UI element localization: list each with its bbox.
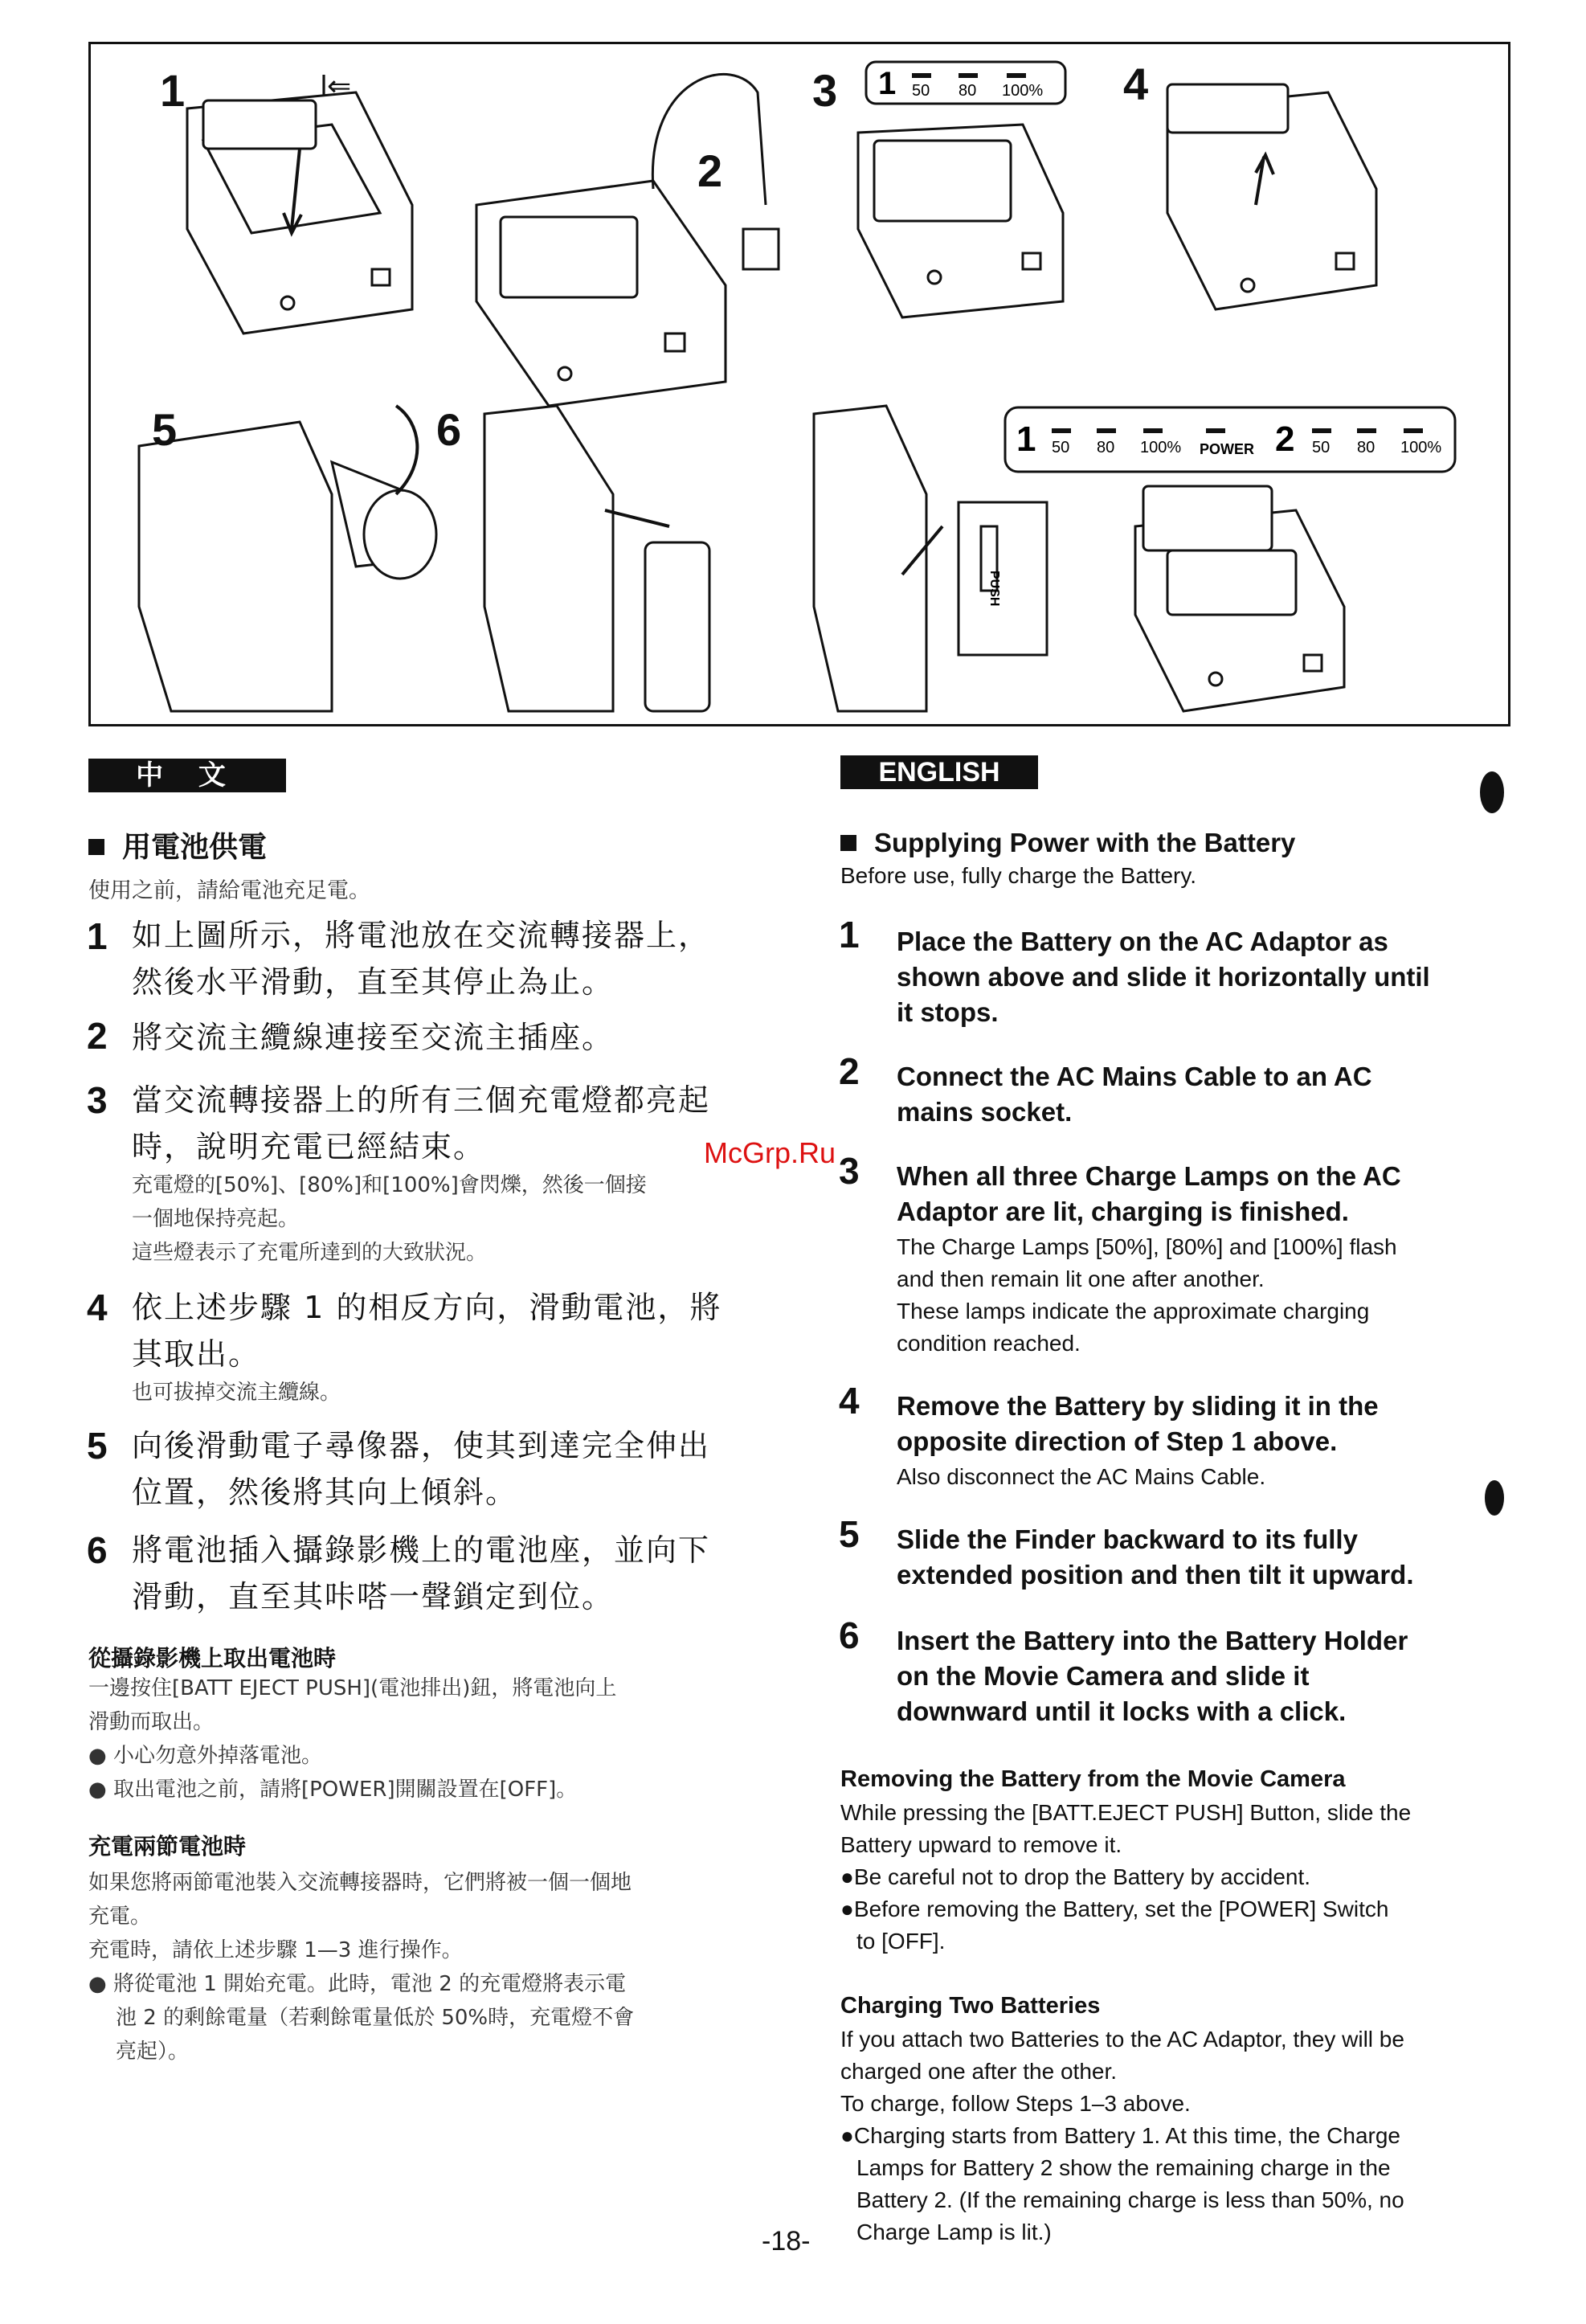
en-step-6-text: Insert the Battery into the Battery Holder on the Movie Camera and slide it downward until it locks with a click.: [897, 1626, 1408, 1726]
en-step-3-text: When all three Charge Lamps on the AC Adaptor are lit, charging is finished.: [897, 1161, 1401, 1226]
svg-text:50: 50: [1312, 439, 1331, 456]
zh-charge-two-text: 如果您將兩節電池裝入交流轉接器時，它們將被一個一個地 充電。 充電時，請依上述步驟 1—3 進行操作。 ● 將從電池 1 開始充電。此時，電池 2 的充電燈將表示電 池 2 的剩餘電量（若剩餘電量低於 50%時，充電燈不會 亮起）。: [88, 1871, 635, 2064]
en-step-3-num: 3: [839, 1150, 860, 1192]
en-charge-two-text: If you attach two Batteries to the AC Adaptor, they will be charged one after the other. To charge, follow Steps 1–3 above. ●Charging starts from Battery 1. At this time, the Charge Lamps for Battery 2 show the remaining charge in the Battery 2. (If the remaining charge is less than 50%, no Charge Lamp is lit.): [840, 2027, 1404, 2244]
zh-title: 用電池供電: [88, 824, 267, 865]
svg-text:100%: 100%: [1140, 439, 1182, 456]
push-label: PUSH: [987, 571, 1001, 607]
adaptor-step3: [858, 125, 1063, 317]
zh-remove-text: 一邊按住[BATT EJECT PUSH](電池排出)鈕，將電池向上 滑動而取出。 ● 小心勿意外掉落電池。 ● 取出電池之前，請將[POWER]開關設置在[OFF]。: [88, 1676, 617, 1802]
adaptor-step2: [476, 74, 779, 406]
zh-step-6-text: 將電池插入攝錄影機上的電池座，並向下 滑動，直至其咔嗒一聲鎖定到位。: [132, 1532, 711, 1614]
camera-step6: [484, 406, 709, 711]
lamp1-50: 50: [912, 82, 930, 100]
svg-text:POWER: POWER: [1200, 441, 1255, 457]
zh-step-4-notes: 也可拔掉交流主纜線。: [132, 1381, 341, 1405]
figure-arrow-marker: l⇐: [321, 69, 352, 102]
zh-step-3-num: 3: [87, 1079, 108, 1121]
watermark: McGrp.Ru: [704, 1136, 836, 1169]
en-charge-two-title: Charging Two Batteries: [840, 1993, 1101, 2019]
en-section-header: ENGLISH: [840, 755, 1038, 789]
adaptor-step1: [187, 92, 412, 333]
illustration-drawing: [91, 44, 1513, 729]
svg-text:80: 80: [1097, 439, 1115, 456]
zh-step-5-num: 5: [87, 1425, 108, 1467]
black-dot-bottom: [1485, 1480, 1504, 1516]
en-step-6-num: 6: [839, 1614, 860, 1656]
lamp1-80: 80: [959, 82, 977, 100]
en-step-3-notes: The Charge Lamps [50%], [80%] and [100%] flash and then remain lit one after another. These lamps indicate the approximate charging condition reached.: [897, 1234, 1397, 1356]
en-step-4-notes: Also disconnect the AC Mains Cable.: [897, 1464, 1266, 1489]
lamp1-battery: 1: [878, 66, 897, 101]
en-step-2-text: Connect the AC Mains Cable to an AC mains socket.: [897, 1062, 1372, 1127]
figure-step-5: 5: [152, 404, 178, 455]
en-intro: Before use, fully charge the Battery.: [840, 863, 1197, 888]
en-step-4-num: 4: [839, 1380, 860, 1422]
figure-step-1: 1: [160, 65, 186, 116]
en-remove-title: Removing the Battery from the Movie Camera: [840, 1766, 1346, 1792]
zh-step-1-text: 如上圖所示，將電池放在交流轉接器上， 然後水平滑動，直至其停止為止。: [132, 918, 711, 1000]
camera-step5: [139, 422, 436, 711]
en-step-2-num: 2: [839, 1050, 860, 1092]
zh-step-2-num: 2: [87, 1015, 108, 1057]
zh-step-4-text: 依上述步驟 1 的相反方向，滑動電池，將 其取出。: [132, 1290, 722, 1372]
illustration-panel: [88, 42, 1510, 726]
lamp-panel-single: [866, 62, 1065, 104]
zh-step-2-text: 將交流主纜線連接至交流主插座。: [132, 1020, 615, 1055]
svg-text:80: 80: [1357, 439, 1375, 456]
en-step-1-text: Place the Battery on the AC Adaptor as shown above and slide it horizontally until it stops.: [897, 927, 1430, 1027]
svg-text:1: 1: [1016, 419, 1036, 459]
zh-charge-two-title: 充電兩節電池時: [88, 1833, 247, 1860]
adaptor-two-batteries: [1135, 486, 1344, 711]
zh-intro: 使用之前，請給電池充足電。: [88, 878, 370, 903]
lamp1-100: 100%: [1002, 82, 1044, 100]
zh-step-4-num: 4: [87, 1287, 108, 1328]
svg-text:2: 2: [1275, 419, 1295, 459]
figure-step-4: 4: [1123, 59, 1149, 109]
en-step-5-text: Slide the Finder backward to its fully extended position and then tilt it upward.: [897, 1524, 1414, 1590]
zh-remove-title: 從攝錄影機上取出電池時: [88, 1645, 337, 1671]
zh-section-header: 中 文: [88, 759, 286, 792]
en-title: Supplying Power with the Battery: [840, 828, 1295, 858]
figure-step-6: 6: [436, 404, 462, 455]
zh-step-6-num: 6: [87, 1529, 108, 1571]
adaptor-step4: [1167, 84, 1376, 309]
zh-step-3-notes: 充電燈的[50%]、[80%]和[100%]會閃爍，然後一個接 一個地保持亮起。 這些燈表示了充電所達到的大致狀況。: [132, 1173, 647, 1265]
black-dot-top: [1480, 771, 1504, 813]
en-step-1-num: 1: [839, 914, 860, 955]
figure-step-2: 2: [697, 145, 723, 196]
zh-step-1-num: 1: [87, 915, 108, 957]
svg-text:100%: 100%: [1400, 439, 1442, 456]
figure-step-3: 3: [812, 65, 838, 116]
svg-text:50: 50: [1052, 439, 1070, 456]
zh-step-5-text: 向後滑動電子尋像器，使其到達完全伸出 位置，然後將其向上傾斜。: [132, 1428, 711, 1510]
en-step-5-num: 5: [839, 1513, 860, 1555]
en-remove-text: While pressing the [BATT.EJECT PUSH] Button, slide the Battery upward to remove it. ●Be careful not to drop the Battery by accident. ●Before removing the Battery, set the [POWER] Switch to [OFF].: [840, 1800, 1412, 1954]
page-number: -18-: [762, 2226, 811, 2256]
zh-step-3-text: 當交流轉接器上的所有三個充電燈都亮起 時，說明充電已經結束。: [132, 1082, 711, 1164]
en-step-4-text: Remove the Battery by sliding it in the opposite direction of Step 1 above.: [897, 1391, 1379, 1456]
